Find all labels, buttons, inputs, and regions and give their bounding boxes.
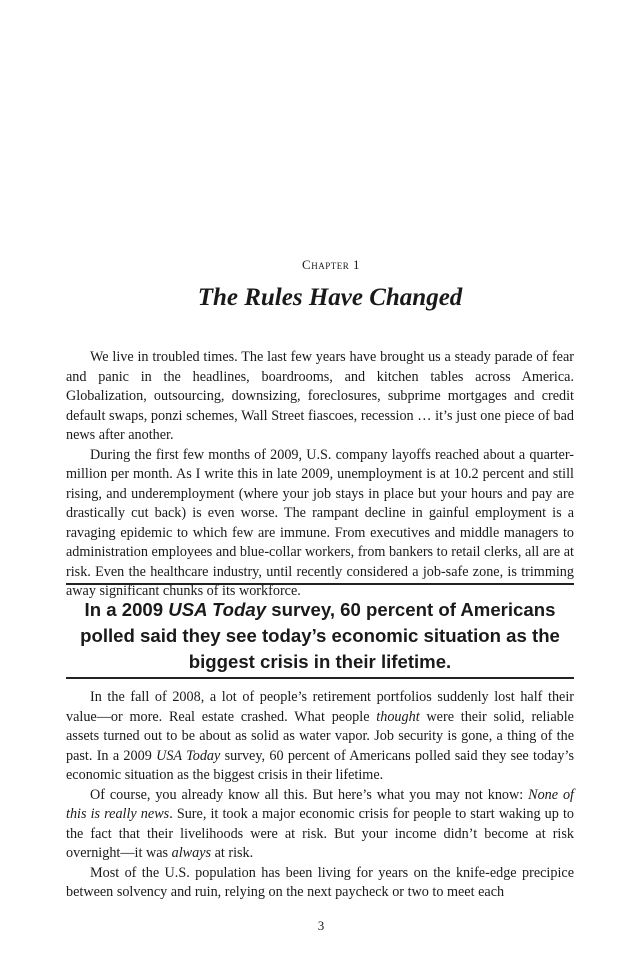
chapter-label: Chapter 1 (302, 257, 360, 272)
page-number: 3 (317, 918, 325, 933)
paragraph-5: Most of the U.S. population has been living for years on the knife-edge precipice between solvency and ruin, relying on the next paycheck or two to meet each (66, 864, 574, 900)
body-text-top (66, 348, 574, 602)
chapter-title: The Rules Have Changed (197, 284, 463, 311)
paragraph-4: Of course, you already know all this. But here’s what you may not know: None of this is really news. Sure, it took a major economic crisis for people to start waking up to the fact that their livelihoods were at risk. But your income didn’t become at risk overnight—it was always at risk. (66, 786, 574, 861)
pull-quote-text: In a 2009 USA Today survey, 60 percent of Americans polled said they see today’s economic situation as the biggest crisis in their lifetime. (80, 599, 560, 672)
paragraph-2: During the first few months of 2009, U.S. company layoffs reached about a quarter-million per month. As I write this in late 2009, unemployment is at 10.2 percent and still rising, and underemployment (where your job stays in place but your hours and pay are drastically cut back) is even worse. The rampant decline in gainful employment is a ravaging epidemic to which few are immune. From executives and middle managers to administration employees and blue-collar workers, from bankers to retail clerks, all are at risk. Even the healthcare industry, until recently considered a job-safe zone, is trimming away significant chunks of its workforce. (66, 446, 574, 599)
body-text-bottom (66, 688, 574, 903)
paragraph-1: We live in troubled times. The last few years have brought us a steady parade of fear and panic in the headlines, boardrooms, and kitchen tables across America. Globalization, outsourcing, downsizing, foreclosures, subprime mortgages and credit default swaps, ponzi schemes, Wall Street fiascoes, recession … it’s just one piece of bad news after another. (66, 349, 574, 443)
paragraph-3: In the fall of 2008, a lot of people’s retirement portfolios suddenly lost half their value—or more. Real estate crashed. What people thought were their solid, reliable assets turned out to be about as solid as water vapor. Job security is gone, a thing of the past. In a 2009 USA Today survey, 60 percent of Americans polled said they see today’s economic situation as the biggest crisis in their lifetime. (66, 689, 574, 783)
pull-quote-publication: USA Today (168, 599, 267, 620)
pull-quote (66, 583, 574, 679)
